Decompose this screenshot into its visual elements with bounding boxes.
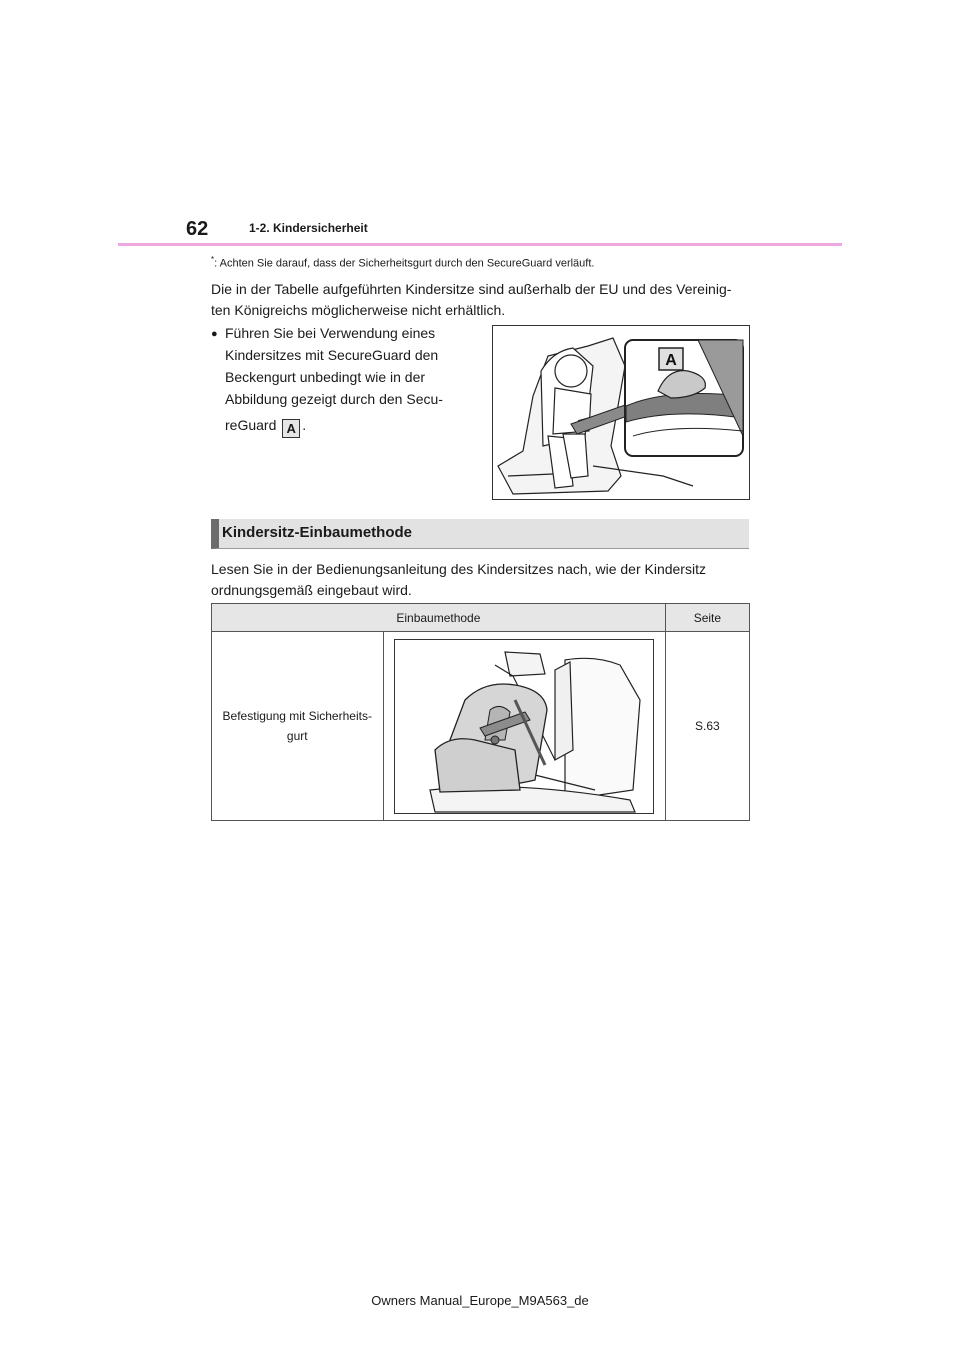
bullet-dot-icon: ● [211, 328, 218, 340]
section-heading: Kindersitz-Einbaumethode [222, 524, 413, 541]
footnote [211, 255, 594, 270]
illustration-callout-a: A [665, 352, 677, 369]
instructions-line-2: ordnungsgemäß eingebaut wird. [211, 582, 412, 598]
footnote-text: : Achten Sie darauf, dass der Sicherheitsgurt durch den SecureGuard verläuft. [214, 257, 595, 270]
illustration-cell [383, 632, 665, 821]
footnote-marker: * [211, 255, 215, 264]
header-page: Seite [665, 604, 749, 632]
callout-marker-a: A [282, 419, 300, 438]
bullet-line-5-prefix: reGuard [225, 417, 277, 433]
header-divider [118, 243, 842, 246]
table-header-row [212, 604, 750, 632]
bullet-line-2: Kindersitzes mit SecureGuard den [225, 347, 439, 363]
bullet-line-4: Abbildung gezeigt durch den Secu- [225, 391, 443, 407]
footer-text: Owners Manual_Europe_M9A563_de [371, 1293, 589, 1308]
installation-methods-table [211, 603, 750, 821]
method-line-2: gurt [286, 729, 308, 743]
bullet-line-5-suffix: . [302, 417, 307, 433]
intro-line-1: Die in der Tabelle aufgeführten Kindersitze sind außerhalb der EU und des Vereinig- [211, 281, 732, 297]
method-cell [212, 632, 384, 821]
header-method: Einbaumethode [212, 604, 666, 632]
bullet-line-1: Führen Sie bei Verwendung eines [225, 325, 436, 341]
page-cell [665, 632, 749, 821]
instructions-line-1: Lesen Sie in der Bedienungsanleitung des Kindersitzes nach, wie der Kindersitz [211, 561, 706, 577]
section-title: 1-2. Kindersicherheit [249, 221, 368, 235]
secureguard-illustration [492, 325, 750, 500]
bullet-line-3: Beckengurt unbedingt wie in der [225, 369, 426, 385]
page-number: 62 [186, 218, 209, 240]
bullet-line-5 [225, 414, 443, 438]
seatbelt-childseat-illustration [394, 639, 654, 814]
bullet-item [211, 322, 471, 438]
seatbelt-childseat-svg [395, 640, 653, 813]
table-row [212, 632, 750, 821]
page-reference: S.63 [695, 719, 720, 733]
intro-line-2: ten Königreichs möglicherweise nicht erhältlich. [211, 302, 506, 318]
secureguard-illustration-svg [493, 326, 749, 499]
method-line-1: Befestigung mit Sicherheits- [222, 709, 372, 723]
